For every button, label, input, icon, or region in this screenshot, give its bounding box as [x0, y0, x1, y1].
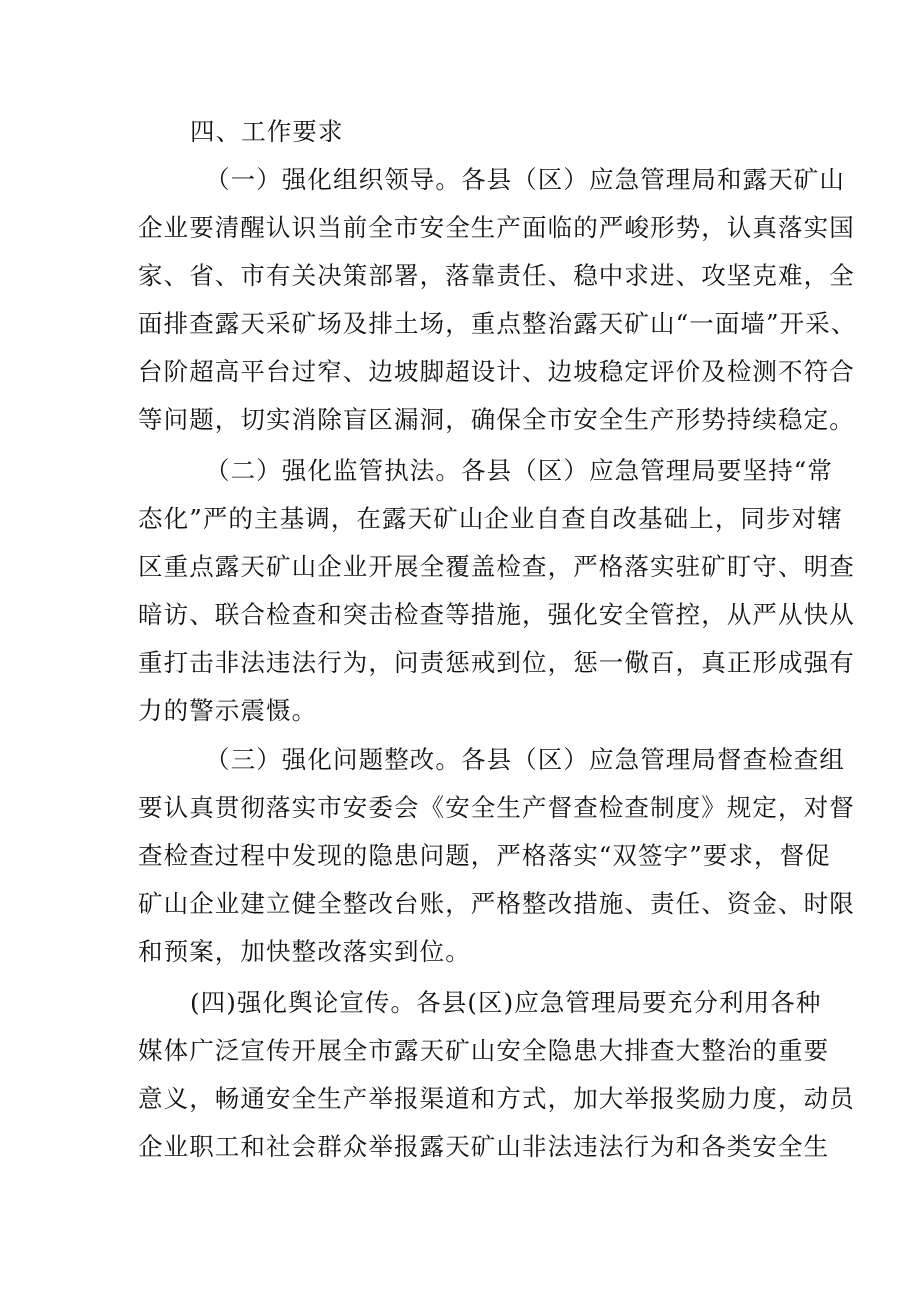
- paragraph-3-line-3: 查检查过程中发现的隐患问题，严格落实“双签字”要求，督促: [138, 841, 831, 870]
- paragraph-2-line-5: 重打击非法违法行为，问责惩戒到位，惩一儆百，真正形成强有: [138, 648, 855, 677]
- paragraph-4-line-1: (四)强化舆论宣传。各县(区)应急管理局要充分利用各种: [190, 988, 822, 1017]
- paragraph-3-line-5: 和预案，加快整改落实到位。: [138, 937, 471, 966]
- paragraph-2-line-2: 态化”严的主基调，在露天矿山企业自查自改基础上，同步对辖: [138, 504, 843, 533]
- paragraph-1-line-6: 等问题，切实消除盲区漏洞，确保全市安全生产形势持续稳定。: [138, 405, 855, 434]
- paragraph-1-line-2: 企业要清醒认识当前全市安全生产面临的严峻形势，认真落实国: [138, 213, 855, 242]
- paragraph-1-line-1: （一）强化组织领导。各县（区）应急管理局和露天矿山: [205, 165, 845, 194]
- section-heading: 四、工作要求: [190, 117, 344, 146]
- paragraph-2-line-6: 力的警示震慑。: [138, 696, 318, 725]
- paragraph-3-line-4: 矿山企业建立健全整改台账，严格整改措施、责任、资金、时限: [138, 889, 855, 918]
- paragraph-3-line-1: （三）强化问题整改。各县（区）应急管理局督查检查组: [205, 745, 845, 774]
- paragraph-2-line-4: 暗访、联合检查和突击检查等措施，强化安全管控，从严从快从: [138, 600, 855, 629]
- paragraph-1-line-5: 台阶超高平台过窄、边坡脚超设计、边坡稳定评价及检测不符合: [138, 357, 855, 386]
- paragraph-4-line-4: 企业职工和社会群众举报露天矿山非法违法行为和各类安全生: [138, 1132, 830, 1161]
- paragraph-1-line-3: 家、省、市有关决策部署，落靠责任、稳中求进、攻坚克难，全: [138, 261, 855, 290]
- paragraph-3-line-2: 要认真贯彻落实市安委会《安全生产督查检查制度》规定，对督: [138, 793, 855, 822]
- paragraph-2-line-1: （二）强化监管执法。各县（区）应急管理局要坚持“常: [205, 456, 834, 485]
- paragraph-2-line-3: 区重点露天矿山企业开展全覆盖检查，严格落实驻矿盯守、明查: [138, 552, 855, 581]
- paragraph-4-line-2: 媒体广泛宣传开展全市露天矿山安全隐患大排查大整治的重要: [138, 1036, 830, 1065]
- paragraph-4-line-3: 意义，畅通安全生产举报渠道和方式，加大举报奖励力度，动员: [138, 1084, 855, 1113]
- paragraph-1-line-4: 面排查露天采矿场及排土场，重点整治露天矿山“一面墙”开采、: [138, 309, 857, 338]
